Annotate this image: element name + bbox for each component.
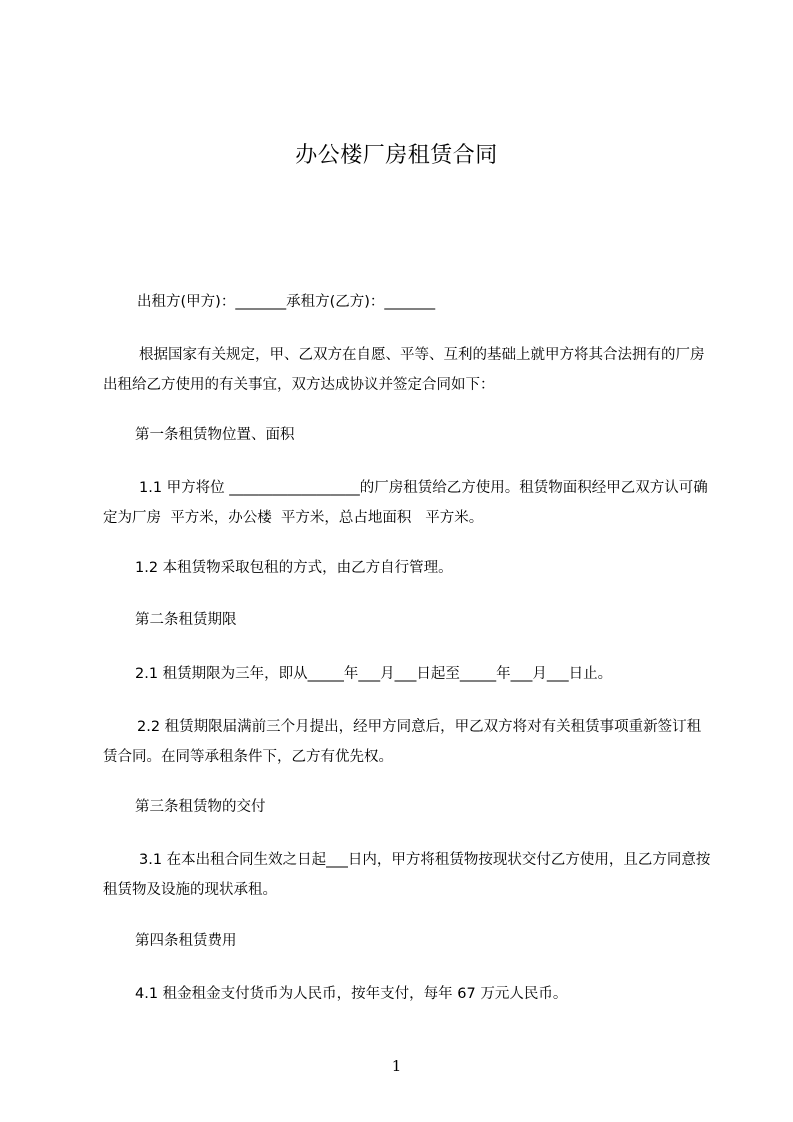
article-2-heading: 第二条租赁期限	[135, 612, 237, 628]
article-1-heading: 第一条租赁物位置、面积	[135, 427, 295, 443]
parties-line: 出租方(甲方)：_______承租方(乙方)：_______	[137, 294, 436, 310]
clause-1-2: 1.2 本租赁物采取包租的方式，由乙方自行管理。	[135, 560, 453, 576]
document-title: 办公楼厂房租赁合同	[295, 143, 498, 168]
clause-2-2: 2.2 租赁期限届满前三个月提出，经甲方同意后，甲乙双方将对有关租赁事项重新签订租赁合同。在同等承租条件下，乙方有优先权。	[103, 719, 702, 765]
page-number: 1	[391, 1057, 402, 1075]
clause-2-1: 2.1 租赁期限为三年，即从_____年___月___日起至_____年___月___日止。	[135, 666, 613, 682]
article-4-heading: 第四条租赁费用	[135, 933, 237, 949]
article-3-heading: 第三条租赁物的交付	[135, 799, 266, 815]
clause-1-1: 1.1 甲方将位 __________________的厂房租赁给乙方使用。租赁物面积经甲乙双方认可确定为厂房 平方米，办公楼 平方米，总占地面积 平方米。	[103, 480, 708, 526]
clause-3-1: 3.1 在本出租合同生效之日起___日内，甲方将租赁物按现状交付乙方使用，且乙方同意按租赁物及设施的现状承租。	[103, 852, 711, 898]
clause-4-1: 4.1 租金租金支付货币为人民币，按年支付，每年 67 万元人民币。	[135, 986, 568, 1002]
preamble-paragraph: 根据国家有关规定，甲、乙双方在自愿、平等、互利的基础上就甲方将其合法拥有的厂房出租给乙方使用的有关事宜，双方达成协议并签定合同如下：	[103, 347, 705, 393]
